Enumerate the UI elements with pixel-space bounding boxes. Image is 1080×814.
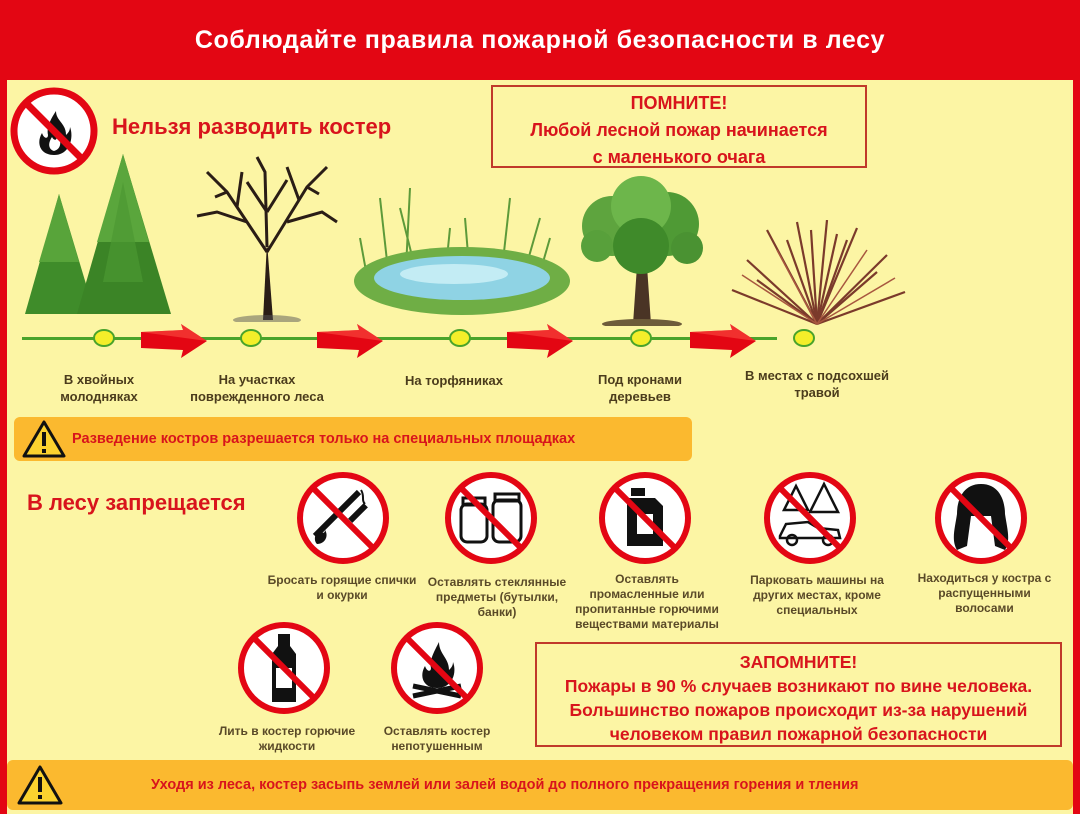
glass-jars-icon [443,470,539,566]
timeline-dot [93,329,115,347]
allowed-campfire-text: Разведение костров разрешается только на специальных площадках [72,431,576,447]
forbidden-caption: Лить в костер горючие жидкости [218,724,356,753]
arrow-right-icon [507,324,573,358]
place-caption: Под кронами деревьев [597,372,683,404]
fuel-canister-icon [597,470,693,566]
timeline-dot [449,329,471,347]
remember-text-2: с маленького очага [592,147,766,167]
bottom-warning-bar [7,760,1073,810]
zapomnite-text-3: человеком правил пожарной безопасности [609,724,988,744]
content-panel [7,80,1073,814]
place-caption: В местах с подсохшей травой [744,368,890,400]
conifer-trees-illustration [19,152,179,314]
warning-icon [22,420,66,458]
remember-text-1: Любой лесной пожар начинается [530,120,828,140]
timeline-dot [630,329,652,347]
page-header [0,0,1080,80]
forbidden-caption: Парковать машины на других местах, кроме специальных [750,573,884,617]
zapomnite-heading: ЗАПОМНИТЕ! [739,652,858,672]
place-caption: На торфяниках [405,373,503,388]
timeline-line [22,337,777,340]
allowed-campfire-bar [14,417,692,461]
arrow-right-icon [141,324,207,358]
forbidden-caption: Оставлять костер непотушенным [383,724,491,753]
remember-box [491,85,867,168]
warning-icon [17,765,63,805]
bottom-warning-text: Уходя из леса, костер засыпь землей или залей водой до полного прекращения горения и тления [151,777,859,793]
place-caption: В хвойных молодняках [60,372,138,404]
forbidden-caption: Бросать горящие спички и окурки [267,573,417,602]
zapomnite-text-2: Большинство пожаров происходит из-за нарушений [569,700,1028,720]
timeline-dot [793,329,815,347]
arrow-right-icon [317,324,383,358]
damaged-tree-illustration [187,152,347,322]
forbidden-caption: Оставлять стеклянные предметы (бутылки, банки) [427,575,567,619]
zapomnite-text-1: Пожары в 90 % случаев возникают по вине человека. [564,676,1033,696]
remember-heading: ПОМНИТЕ! [630,93,728,113]
zapomnite-box [535,642,1062,747]
loose-hair-icon [933,470,1029,566]
campfire-icon [389,620,485,716]
forbidden-title: В лесу запрещается [27,490,246,515]
timeline-dot [240,329,262,347]
forbidden-caption: Находиться у костра с распущенными волосами [917,571,1052,615]
flammable-bottle-icon [236,620,332,716]
matches-icon [295,470,391,566]
arrow-right-icon [690,324,756,358]
no-fire-title: Нельзя разводить костер [112,114,392,139]
peat-bog-illustration [350,178,572,320]
forbidden-caption: Оставлять промасленные или пропитанные горючими веществами материалы [575,572,719,631]
page-title: Соблюдайте правила пожарной безопасности в лесу [194,25,886,54]
dry-grass-illustration [727,220,907,328]
broadleaf-tree-illustration [567,176,717,326]
place-caption: На участках поврежденного леса [190,372,324,404]
car-in-forest-icon [762,470,858,566]
